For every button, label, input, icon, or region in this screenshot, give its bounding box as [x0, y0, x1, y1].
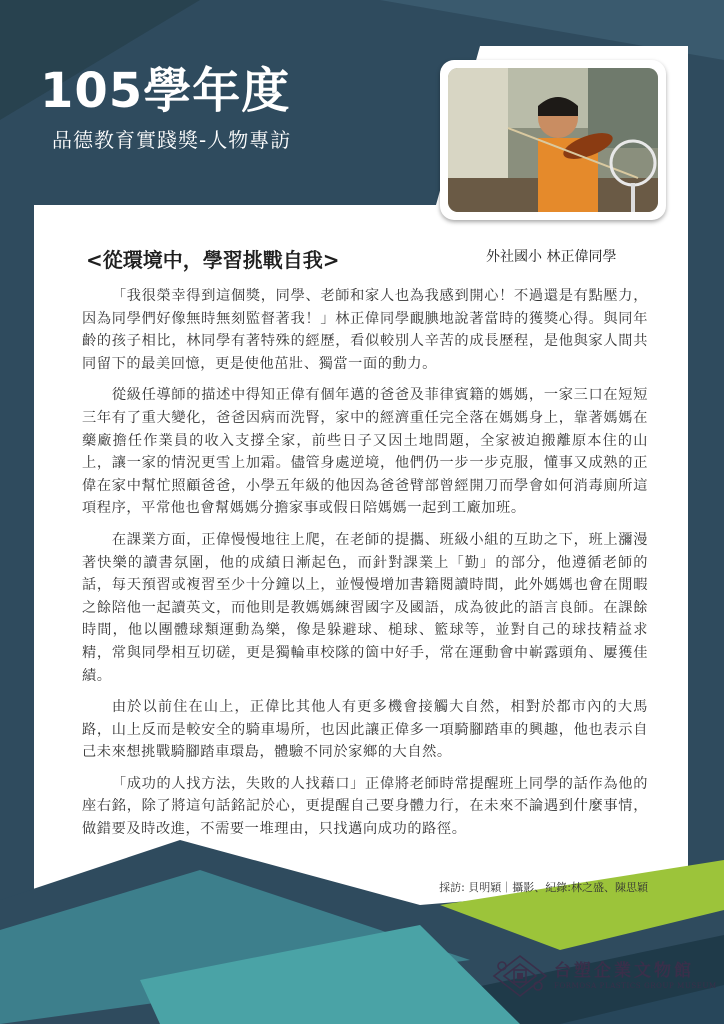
museum-name-cn: 台塑企業文物館 — [554, 961, 694, 981]
article-paragraph: 「成功的人找方法，失敗的人找藉口」正偉將老師時常提醒班上同學的話作為他的座右銘，除了將這句話銘記於心，更提醒自己要身體力行，在未來不論遇到什麼事情，做錯要及時改進，不需要一堆理由，只找邁向成功的路徑。 — [82, 775, 648, 838]
page-subtitle: 品德教育實踐獎-人物專訪 — [52, 128, 292, 152]
article-body — [82, 285, 648, 850]
article-paragraph: 在課業方面，正偉慢慢地往上爬，在老師的提攜、班級小組的互助之下，班上瀰漫著快樂的讀書氛圍，他的成績日漸起色，而針對課業上「勤」的部分，他遵循老師的話，每天預習或複習至少十分鐘以上，並慢慢增加書籍閱讀時間，此外媽媽也會在閒暇之餘陪他一起讀英文，而他則是教媽媽練習國字及國語，成為彼此的語言良師。在課餘時間，他以團體球類運動為樂，像是躲避球、槌球、籃球等，並對自己的球技精益求精，常與同學相互切磋，更是獨輪車校隊的箇中好手，常在運動會中嶄露頭角、屢獲佳績。 — [82, 531, 648, 684]
article-paragraph: 從級任導師的描述中得知正偉有個年邁的爸爸及菲律賓籍的媽媽，一家三口在短短三年有了重大變化，爸爸因病而洗腎，家中的經濟重任完全落在媽媽身上，靠著媽媽在藥廠擔任作業員的收入支撐全家，前些日子又因土地問題，全家被迫搬離原本住的山上，讓一家的情況更雪上加霜。儘管身處逆境，他們仍一步一步克服，懂事又成熟的正偉在家中幫忙照顧爸爸，小學五年級的他因為爸爸臂部曾經開刀而學會如何消毒廁所這項程序，平常他也會幫媽媽分擔家事或假日陪媽媽一起到工廠加班。 — [82, 387, 648, 517]
article-paragraph: 由於以前住在山上，正偉比其他人有更多機會接觸大自然，相對於都市內的大馬路，山上反而是較安全的騎車場所，也因此讓正偉多一項騎腳踏車的興趣，他也表示自己未來想挑戰騎腳踏車環島，體驗不同於家鄉的大自然。 — [82, 699, 648, 761]
formosa-plastics-logo-icon — [492, 954, 548, 998]
article-credits: 採訪: 貝明穎｜攝影、紀錄:林之盛、陳思穎 — [439, 881, 648, 894]
museum-logo — [492, 954, 717, 1000]
museum-name-en: FORMOSA PLASTICS GROUP MUSEUM — [554, 982, 717, 990]
boy-playing-violin-photo — [448, 68, 658, 212]
article-paragraph: 「我很榮幸得到這個獎，同學、老師和家人也為我感到開心！不過還是有點壓力，因為同學們好像無時無刻監督著我！」林正偉同學靦腆地說著當時的獲獎心得。與同年齡的孩子相比，林同學有著特殊的經歷，看似較別人辛苦的成長歷程，是他與家人間共同留下的最美回憶，更是使他茁壯、獨當一面的動力。 — [82, 288, 648, 372]
page-title: 105學年度 — [40, 63, 291, 119]
photo-frame — [440, 60, 666, 220]
article-byline: 外社國小 林正偉同學 — [486, 249, 617, 265]
article-title: <從環境中，學習挑戰自我> — [86, 248, 340, 272]
